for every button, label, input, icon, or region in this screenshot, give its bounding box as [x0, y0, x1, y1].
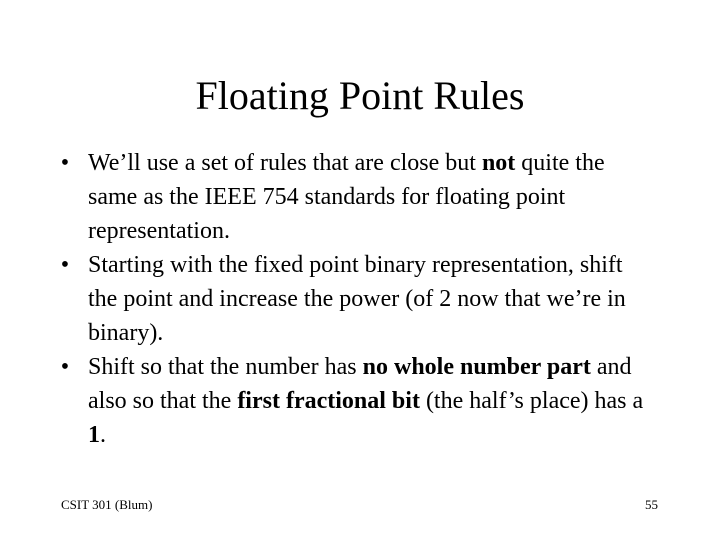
- footer-page-number: 55: [645, 497, 658, 512]
- bullet-text: Starting with the fixed point binary representation, shift the point and increase the power (of 2 now that we’re in binary).: [88, 252, 626, 346]
- slide-title: Floating Point Rules: [195, 73, 525, 118]
- bullet-icon: •: [60, 354, 70, 380]
- bullet-list: [55, 146, 655, 452]
- bold-text: no whole number part: [362, 354, 591, 380]
- bullet-text: We’ll use a set of rules that are close but: [88, 150, 482, 176]
- bullet-text: .: [100, 422, 106, 448]
- bullet-text: and also so that the: [88, 354, 632, 414]
- footer-course-label: CSIT 301 (Blum): [61, 497, 153, 512]
- bullet-icon: •: [60, 150, 70, 176]
- bold-text: not: [481, 150, 516, 176]
- bold-text: 1: [88, 422, 100, 448]
- bullet-text: quite the same as the IEEE 754 standards for floating point representation.: [88, 150, 605, 244]
- bullet-item: [55, 146, 655, 248]
- bullet-text: Shift so that the number has: [88, 354, 363, 380]
- bold-text: first fractional bit: [237, 388, 420, 414]
- bullet-text: (the half’s place) has a: [419, 388, 644, 414]
- bullet-item: [55, 350, 655, 452]
- bullet-item: [55, 248, 655, 350]
- bullet-icon: •: [60, 252, 70, 278]
